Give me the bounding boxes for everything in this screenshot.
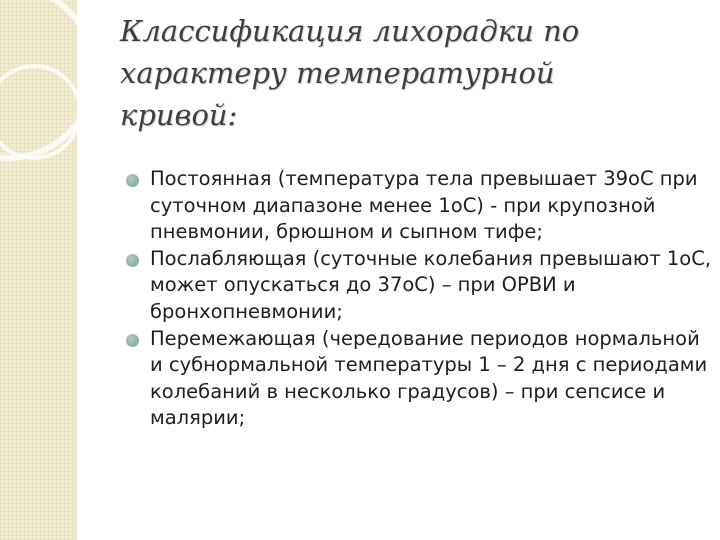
- bullet-item-intermittent: [126, 326, 716, 432]
- bullet-text: Послабляющая (суточные колебания превышают 1оС, может опускаться до 37оС) – при ОРВИ и бронхопневмонии;: [150, 246, 712, 323]
- bullet-text: Постоянная (температура тела превышает 39оС при суточном диапазоне менее 1оС) - при крупозной пневмонии, брюшном и сыпном тифе;: [150, 167, 698, 244]
- bullet-list: [126, 166, 716, 432]
- bullet-item-remittent: [126, 246, 716, 326]
- bullet-dot-icon: [126, 334, 139, 347]
- decorative-circle-large: [0, 0, 94, 158]
- bullet-dot-icon: [126, 174, 139, 187]
- bullet-text: Перемежающая (чередование периодов нормальной и субнормальной температуры 1 – 2 дня с периодами колебаний в несколько градусов) – при сепсисе и малярии;: [150, 326, 708, 430]
- slide-title: Классификация лихорадки по характеру температурной кривой:: [120, 14, 580, 132]
- bullet-item-constant: [126, 166, 716, 246]
- decorative-circle-small: [0, 66, 80, 158]
- bullet-dot-icon: [126, 254, 139, 267]
